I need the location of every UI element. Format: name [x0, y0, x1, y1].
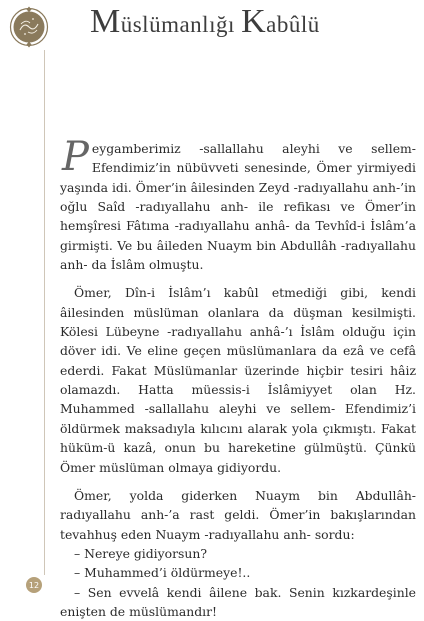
paragraph-1: [60, 134, 417, 274]
paragraph-1-text: eygamberimiz -sallallahu aleyhi ve sellem- Efendimiz’in nübüvveti senesinde, Ömer yirmiyedi yaşında idi. Ömer’in âilesinden Zeyd -radıyallahu anh-’in oğlu Saîd -radıyallahu anh- ile refikası ve Ömer’in hemşîresi Fâtıma -radıyallahu anhâ- da Tevhîd-i İslâm’a girmişti. Ve bu âileden Nuaym bin Abdullâh -radıyallahu anh- da İslâm olmuştu.: [60, 141, 417, 273]
dialogue-line: – Sen evvelâ kendi âilene bak. Senin kızkardeşinle enişten de müslümandır!: [60, 584, 416, 619]
dialogue-line: – Nereye gidiyorsun?: [74, 545, 207, 561]
title-segment: üslümanlığı: [120, 12, 242, 37]
margin-rule: [44, 50, 45, 575]
dialogue-line: – Muhammed’i öldürmeye!..: [74, 565, 251, 581]
title-segment: abûlü: [266, 12, 320, 37]
drop-cap: P: [62, 134, 89, 180]
paragraph-2: Ömer, Dîn-i İslâm’ı kabûl etmediği gibi, kendi âilesinden müslüman olanlara da düşman kesilmişti. Kölesi Lübeyne -radıyallahu anhâ-’ı İslâm olduğu için döver idi. Ve eline geçen müslümanlara da ezâ ve cefâ ederdi. Fakat Müslümanlar üzerinde hiçbir tesiri hâiz olamazdı. Hatta müessis-i İslâmiyyet olan Hz. Muhammed -sallallahu aleyhi ve sellem- Efendimiz’i öldürmek maksadıyla kılıcını alarak yola çıkmıştı. Fakat hüküm-ü kazâ, onun bu hareketine gülmüştü. Çünkü Ömer müslüman olmaya gidiyordu.: [60, 285, 416, 475]
chapter-title: [90, 2, 320, 45]
paragraph-3: Ömer, yolda giderken Nuaym bin Abdullâh-radıyallahu anh-’a rast geldi. Ömer’in bakışlarından tevahhuş eden Nuaym -radıyallahu anh- sordu:: [60, 487, 416, 542]
title-segment: M: [90, 3, 121, 40]
ornamental-medallion-icon: [9, 5, 49, 49]
body-text: [60, 134, 417, 621]
page-number-badge: 12: [26, 577, 42, 593]
title-segment: K: [241, 3, 267, 40]
